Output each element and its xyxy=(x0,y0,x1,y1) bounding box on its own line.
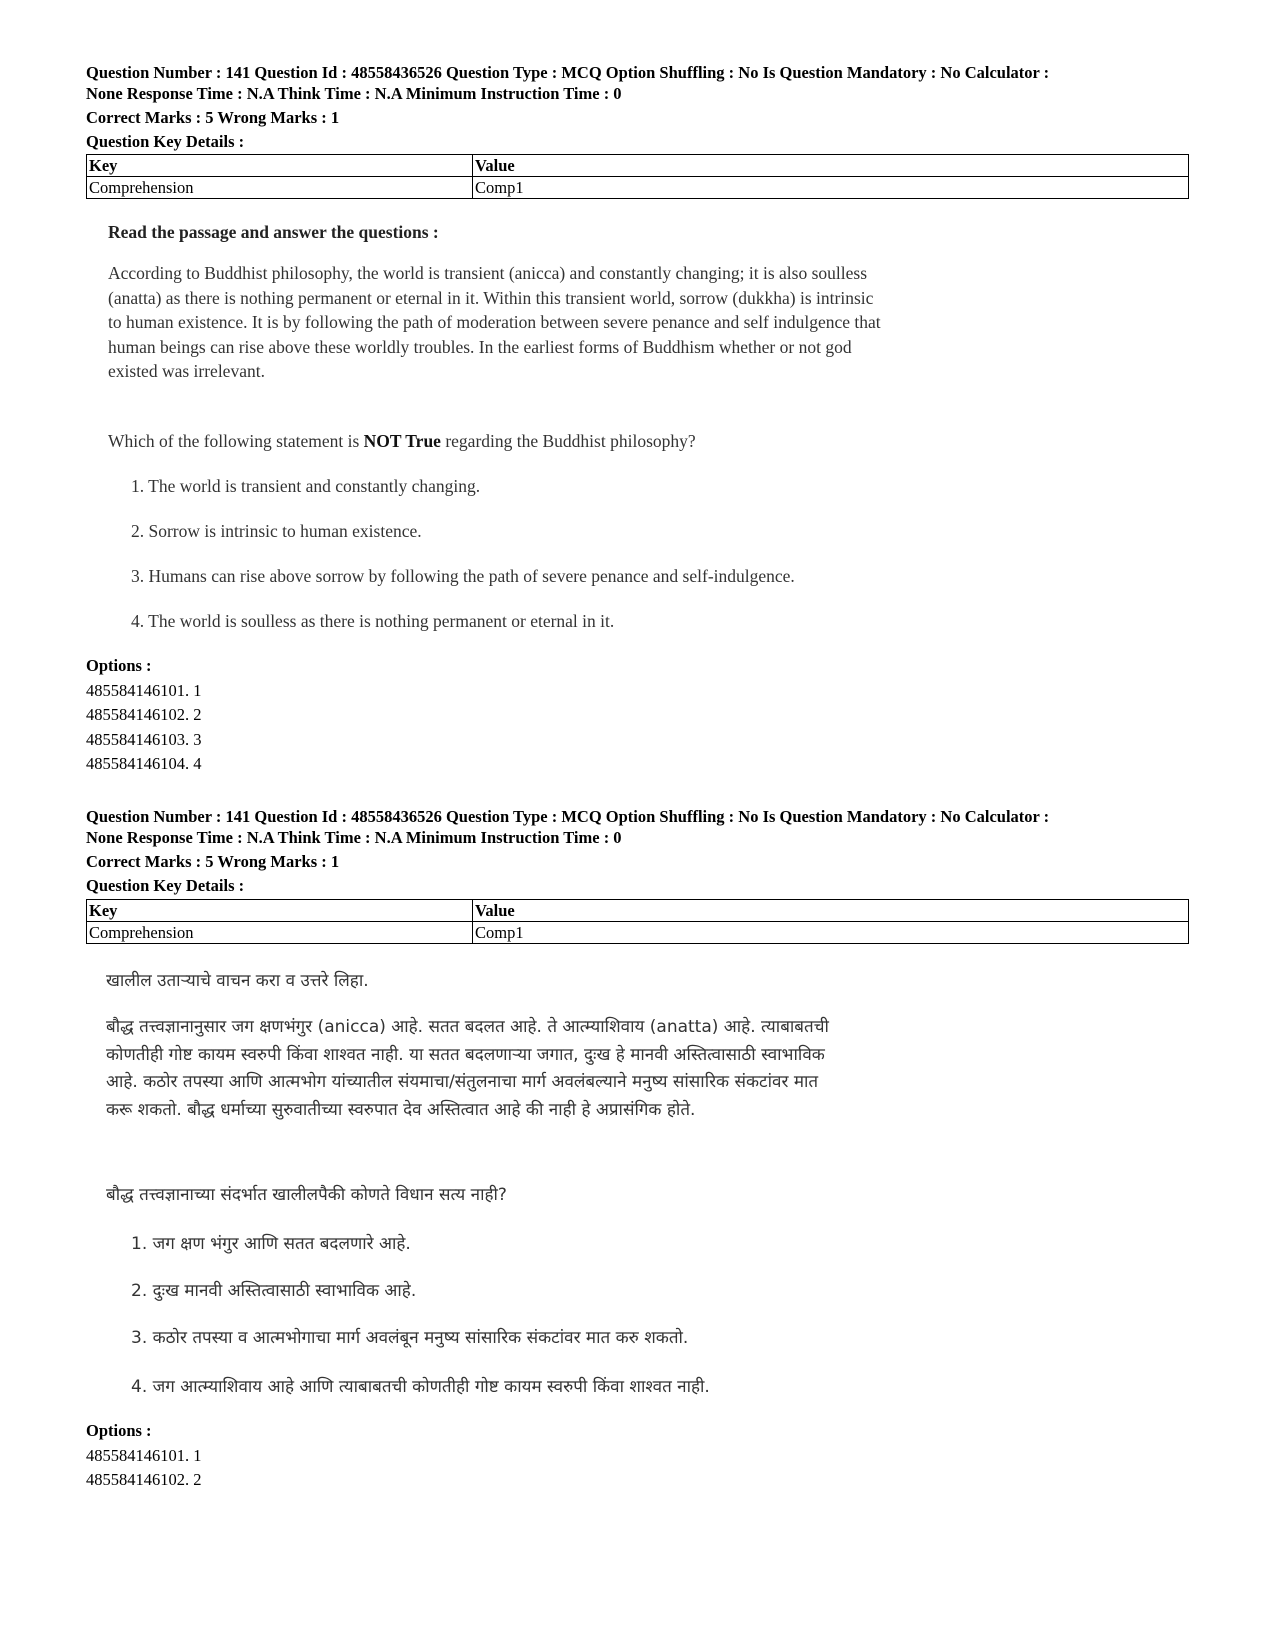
table-header-row xyxy=(87,155,1189,177)
question-text-emphasis: NOT True xyxy=(363,431,441,451)
table-row xyxy=(87,922,1189,944)
question-key-details-label: Question Key Details : xyxy=(86,132,245,151)
passage-line: करू शकतो. बौद्ध धर्माच्या सुरुवातीच्या स्वरुपात देव अस्तित्वात आहे की नाही हे अप्रासंगिक होते. xyxy=(106,1099,696,1120)
option-item: 485584146101. 1 xyxy=(86,1445,202,1465)
choice-item: 2. Sorrow is intrinsic to human existence. xyxy=(131,521,422,541)
passage-instruction: Read the passage and answer the questions : xyxy=(108,222,439,242)
table-cell-value: Comp1 xyxy=(473,922,1189,944)
choice-item: 1. जग क्षण भंगुर आणि सतत बदलणारे आहे. xyxy=(131,1234,411,1254)
option-item: 485584146102. 2 xyxy=(86,1470,202,1489)
option-item: 485584146104. 4 xyxy=(86,754,202,773)
passage-line: आहे. कठोर तपस्या आणि आत्मभोग यांच्यातील संयमाचा/संतुलनाचा मार्ग अवलंबल्याने मनुष्य सांसारिक संकटांवर मात xyxy=(106,1072,819,1092)
question-text-part: Which of the following statement is xyxy=(108,431,364,451)
passage-line: बौद्ध तत्त्वज्ञानानुसार जग क्षणभंगुर (anicca) आहे. सतत बदलत आहे. ते आत्म्याशिवाय (anatta) आहे. त्याबाबतची xyxy=(106,1017,829,1037)
table-cell-key: Comprehension xyxy=(87,177,473,199)
choice-item: 4. जग आत्म्याशिवाय आहे आणि त्याबाबतची कोणतीही गोष्ट कायम स्वरुपी किंवा शाश्वत नाही. xyxy=(131,1377,710,1397)
key-value-table xyxy=(86,899,1189,944)
question-meta xyxy=(86,62,1049,152)
passage-line: to human existence. It is by following the path of moderation between severe penance and self indulgence that xyxy=(108,312,881,332)
choice-item: 3. Humans can rise above sorrow by following the path of severe penance and self-indulgence. xyxy=(131,566,795,586)
question-meta-line-1: Question Number : 141 Question Id : 48558436526 Question Type : MCQ Option Shuffling : No Is Question Mandatory : No Calculator : xyxy=(86,807,1050,826)
choice-item: 4. The world is soulless as there is nothing permanent or eternal in it. xyxy=(131,611,615,631)
question-meta xyxy=(86,806,1049,896)
passage-line: (anatta) as there is nothing permanent or eternal in it. Within this transient world, sorrow (dukkha) is intrinsic xyxy=(108,287,874,308)
passage-line: existed was irrelevant. xyxy=(108,361,265,381)
question-meta-line-2: None Response Time : N.A Think Time : N.A Minimum Instruction Time : 0 xyxy=(86,828,622,847)
passage-line: According to Buddhist philosophy, the world is transient (anicca) and constantly changing; it is also soulless xyxy=(108,263,868,283)
question-marks: Correct Marks : 5 Wrong Marks : 1 xyxy=(86,852,340,871)
option-item: 485584146101. 1 xyxy=(86,680,202,700)
table-header-key: Key xyxy=(87,900,473,922)
question-meta-line-1: Question Number : 141 Question Id : 48558436526 Question Type : MCQ Option Shuffling : No Is Question Mandatory : No Calculator : xyxy=(86,63,1050,82)
table-cell-key: Comprehension xyxy=(87,922,473,944)
options-list xyxy=(86,1419,202,1493)
options-label: Options : xyxy=(86,656,152,675)
question-text: बौद्ध तत्त्वज्ञानाच्या संदर्भात खालीलपैकी कोणते विधान सत्य नाही? xyxy=(106,1185,507,1205)
choice-item: 2. दुःख मानवी अस्तित्वासाठी स्वाभाविक आहे. xyxy=(131,1281,417,1301)
options-label: Options : xyxy=(86,1421,152,1440)
passage-line: कोणतीही गोष्ट कायम स्वरुपी किंवा शाश्वत नाही. या सतत बदलणाऱ्या जगात, दुःख हे मानवी अस्तित्वासाठी स्वाभाविक xyxy=(106,1044,825,1065)
table-header-value: Value xyxy=(473,900,1189,922)
table-cell-value: Comp1 xyxy=(473,177,1189,199)
key-value-table xyxy=(86,154,1189,199)
question-key-details-label: Question Key Details : xyxy=(86,876,245,895)
option-item: 485584146103. 3 xyxy=(86,729,202,749)
passage-line: human beings can rise above these worldly troubles. In the earliest forms of Buddhism whether or not god xyxy=(108,336,852,357)
passage-instruction: खालील उताऱ्याचे वाचन करा व उत्तरे लिहा. xyxy=(106,971,369,991)
table-header-key: Key xyxy=(87,155,473,177)
table-header-row xyxy=(87,900,1189,922)
question-text xyxy=(108,431,696,452)
question-marks: Correct Marks : 5 Wrong Marks : 1 xyxy=(86,108,340,127)
option-item: 485584146102. 2 xyxy=(86,705,202,724)
choice-item: 1. The world is transient and constantly changing. xyxy=(131,476,481,496)
choice-item: 3. कठोर तपस्या व आत्मभोगाचा मार्ग अवलंबून मनुष्य सांसारिक संकटांवर मात करु शकतो. xyxy=(131,1328,689,1348)
passage-text xyxy=(106,1014,829,1124)
passage-text xyxy=(108,261,881,384)
options-list xyxy=(86,654,202,777)
table-row xyxy=(87,177,1189,199)
question-meta-line-2: None Response Time : N.A Think Time : N.A Minimum Instruction Time : 0 xyxy=(86,84,622,103)
table-header-value: Value xyxy=(473,155,1189,177)
question-text-part: regarding the Buddhist philosophy? xyxy=(440,431,696,451)
